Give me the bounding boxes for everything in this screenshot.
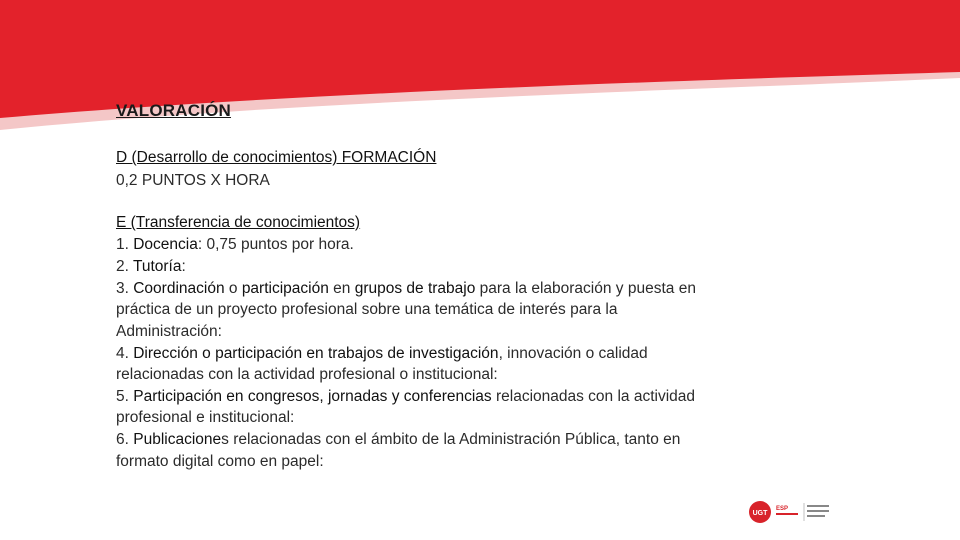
list-item: 6. Publicaciones relacionadas con el ámbito de la Administración Pública, tanto en	[116, 431, 681, 448]
list-item-continuation: Administración:	[116, 323, 222, 340]
page-title: VALORACIÓN	[116, 101, 232, 120]
list-item-continuation: formato digital como en papel:	[116, 453, 324, 470]
list-item: 1. Docencia: 0,75 puntos por hora.	[116, 236, 354, 253]
list-item-continuation: práctica de un proyecto profesional sobre una temática de interés para la	[116, 301, 618, 318]
list-item: 4. Dirección o participación en trabajos de investigación, innovación o calidad	[116, 345, 648, 362]
svg-text:ESP: ESP	[776, 506, 789, 512]
section-e-heading: E (Transferencia de conocimientos)	[116, 214, 361, 231]
list-item: 5. Participación en congresos, jornadas y conferencias relacionadas con la actividad	[116, 388, 696, 405]
list-item: 2. Tutoría:	[116, 258, 186, 275]
list-item-continuation: relacionadas con la actividad profesional o institucional:	[116, 366, 498, 383]
ugt-logo	[748, 499, 832, 525]
section-d-heading: D (Desarrollo de conocimientos) FORMACIÓN	[116, 149, 437, 166]
section-d-value: 0,2 PUNTOS X HORA	[116, 172, 270, 189]
list-item-continuation: profesional e institucional:	[116, 409, 295, 426]
list-item: 3. Coordinación o participación en grupos de trabajo para la elaboración y puesta en	[116, 280, 696, 297]
svg-text:UGT: UGT	[752, 510, 768, 517]
